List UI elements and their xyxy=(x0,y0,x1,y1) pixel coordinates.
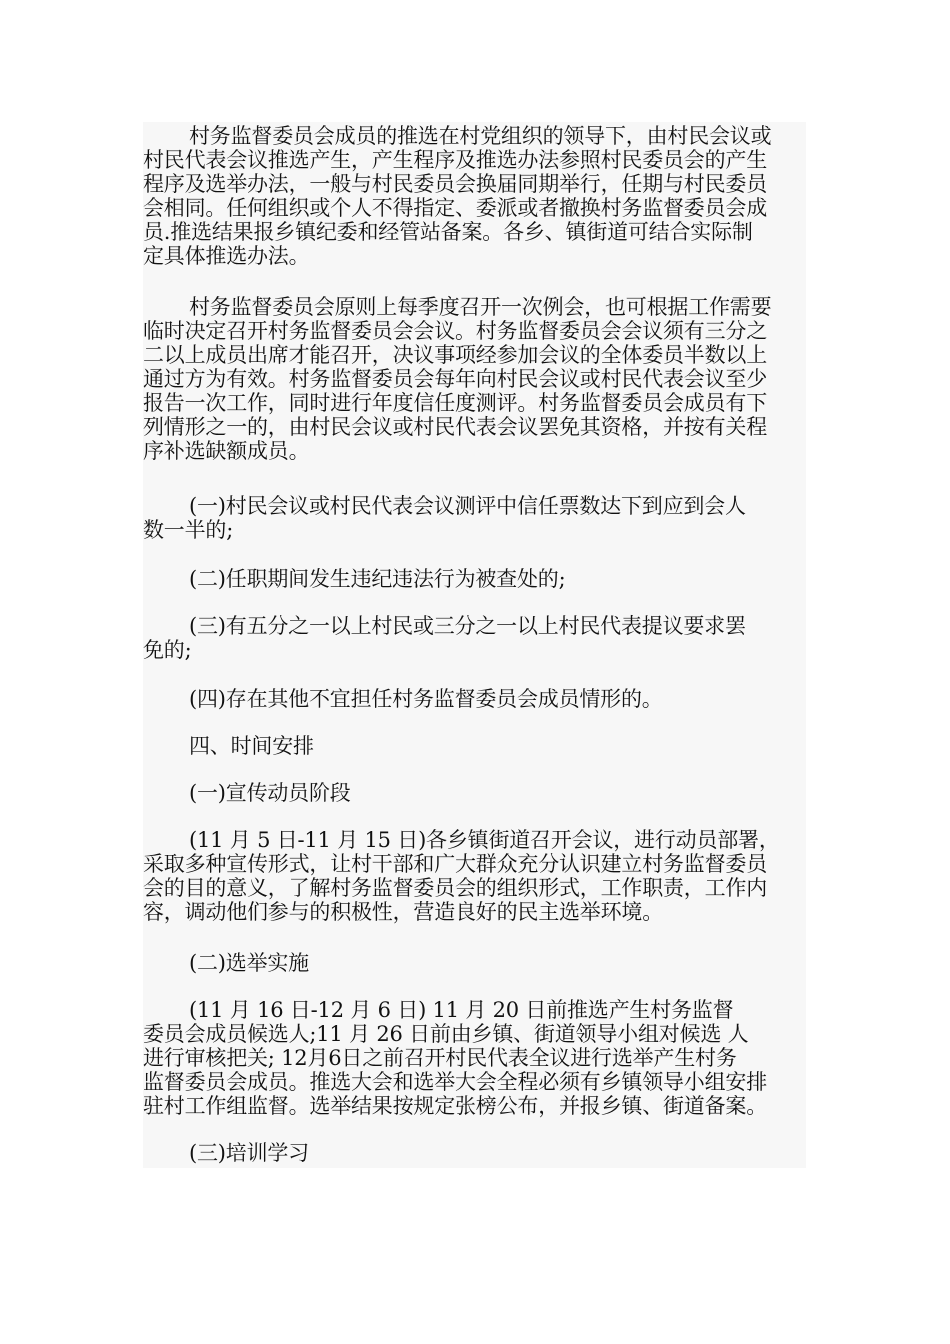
text-line: 驻村工作组监督。选举结果按规定张榜公布，并报乡镇、街道备案。 xyxy=(143,1094,767,1118)
list-item-two xyxy=(143,567,807,591)
paragraph-election-method xyxy=(143,124,807,268)
section-heading-schedule xyxy=(143,734,807,758)
text-line: (11 月 5 日-11 月 15 日)各乡镇街道召开会议，进行动员部署， xyxy=(189,828,780,852)
list-item-three xyxy=(143,614,807,662)
text-line: (一)村民会议或村民代表会议测评中信任票数达下到应到会人 xyxy=(189,494,746,518)
subheading-election xyxy=(143,951,807,975)
text-line: 数一半的; xyxy=(143,518,234,542)
text-line: 通过方为有效。村务监督委员会每年向村民会议或村民代表会议至少 xyxy=(143,367,767,391)
paragraph-meeting-rules xyxy=(143,295,807,463)
text-line: 村务监督委员会原则上每季度召开一次例会，也可根据工作需要 xyxy=(189,295,772,319)
text-line: 序补选缺额成员。 xyxy=(143,439,310,463)
paragraph-election xyxy=(143,998,807,1118)
text-line: (三)培训学习 xyxy=(189,1141,309,1165)
text-line: 程序及选举办法，一般与村民委员会换届同期举行，任期与村民委员 xyxy=(143,172,767,196)
text-line: 二以上成员出席才能召开，决议事项经参加会议的全体委员半数以上 xyxy=(143,343,767,367)
text-line: 容，调动他们参与的积极性，营造良好的民主选举环境。 xyxy=(143,900,663,924)
text-line: (二)选举实施 xyxy=(189,951,309,975)
text-line: 定具体推选办法。 xyxy=(143,244,310,268)
text-line: (三)有五分之一以上村民或三分之一以上村民代表提议要求罢 xyxy=(189,614,746,638)
list-item-four xyxy=(143,687,807,711)
text-line: 会的目的意义，了解村务监督委员会的组织形式，工作职责，工作内 xyxy=(143,876,767,900)
text-line: 采取多种宣传形式，让村干部和广大群众充分认识建立村务监督委员 xyxy=(143,852,767,876)
text-line: 报告一次工作，同时进行年度信任度测评。村务监督委员会成员有下 xyxy=(143,391,767,415)
text-line: 委员会成员候选人;11 月 26 日前由乡镇、街道领导小组对候选 人 xyxy=(143,1022,749,1046)
text-line: 进行审核把关; 12月6日之前召开村民代表全议进行选举产生村务 xyxy=(143,1046,737,1070)
subheading-training xyxy=(143,1141,807,1165)
subheading-mobilization xyxy=(143,781,807,805)
text-line: (11 月 16 日-12 月 6 日) 11 月 20 日前推选产生村务监督 xyxy=(189,998,734,1022)
text-line: (二)任职期间发生违纪违法行为被查处的; xyxy=(189,567,566,591)
text-line: 会相同。任何组织或个人不得指定、委派或者撤换村务监督委员会成 xyxy=(143,196,767,220)
text-line: 免的; xyxy=(143,638,192,662)
paragraph-mobilization xyxy=(143,828,807,924)
text-line: 临时决定召开村务监督委员会会议。村务监督委员会会议须有三分之 xyxy=(143,319,767,343)
text-line: 村民代表会议推选产生，产生程序及推选办法参照村民委员会的产生 xyxy=(143,148,767,172)
text-line: (四)存在其他不宜担任村务监督委员会成员情形的。 xyxy=(189,687,663,711)
text-line: 员.推选结果报乡镇纪委和经管站备案。各乡、镇街道可结合实际制 xyxy=(143,220,753,244)
list-item-one xyxy=(143,494,807,542)
text-line: 四、时间安排 xyxy=(189,734,314,758)
text-line: 村务监督委员会成员的推选在村党组织的领导下，由村民会议或 xyxy=(189,124,772,148)
text-line: (一)宣传动员阶段 xyxy=(189,781,351,805)
text-line: 监督委员会成员。推选大会和选举大会全程必须有乡镇领导小组安排 xyxy=(143,1070,767,1094)
text-line: 列情形之一的，由村民会议或村民代表会议罢免其资格，并按有关程 xyxy=(143,415,767,439)
